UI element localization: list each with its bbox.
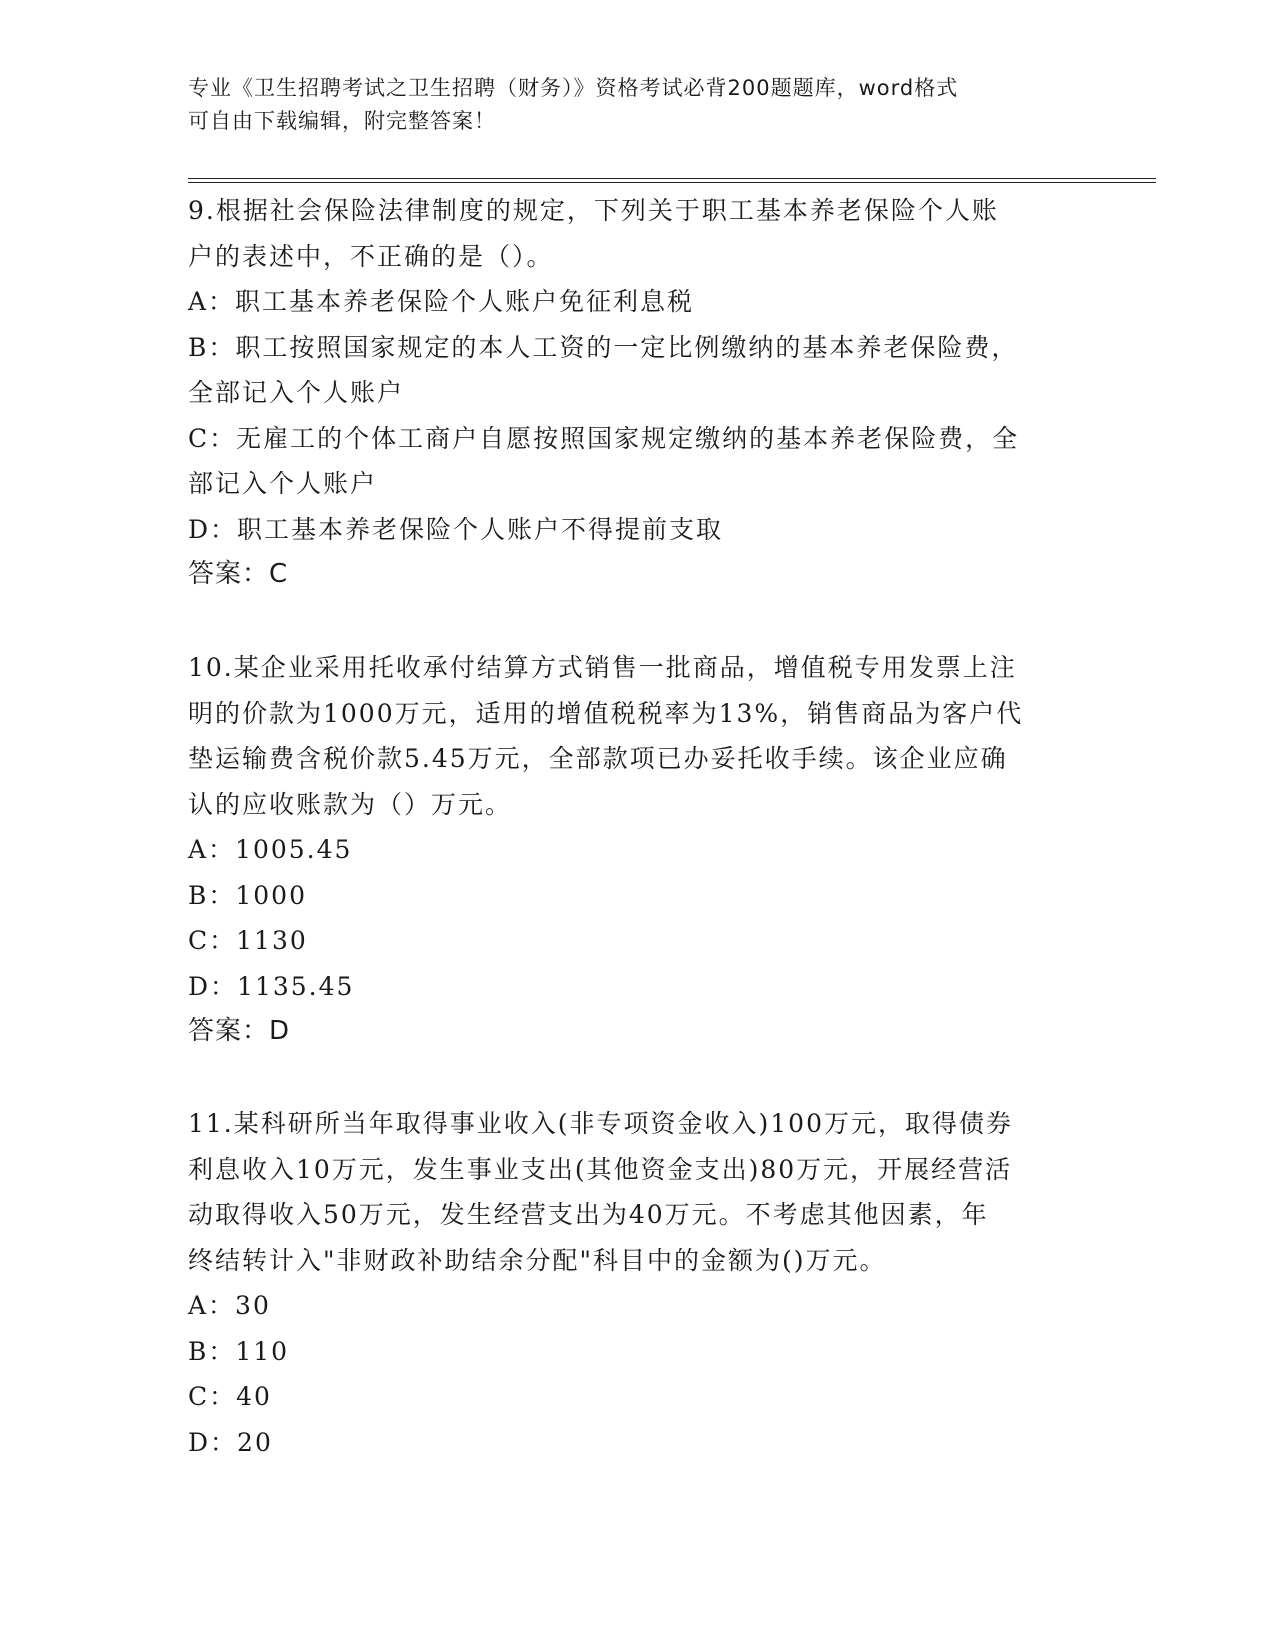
question-stem-line: 9.根据社会保险法律制度的规定，下列关于职工基本养老保险个人账	[188, 196, 999, 225]
question-stem-line: 认的应收账款为（）万元。	[188, 789, 513, 819]
header-divider-bottom	[188, 182, 1156, 183]
header-line-1: 专业《卫生招聘考试之卫生招聘（财务）》资格考试必背200题题库，word格式	[188, 76, 959, 100]
question-9	[188, 188, 1073, 598]
question-stem-line: 终结转计入"非财政补助结余分配"科目中的金额为()万元。	[188, 1245, 887, 1275]
question-stem-line: 利息收入10万元，发生事业支出(其他资金支出)80万元，开展经营活	[188, 1154, 1013, 1184]
option-b-continued: 全部记入个人账户	[188, 378, 405, 407]
option-a: A：30	[188, 1291, 271, 1320]
header-divider-top	[188, 178, 1156, 179]
question-stem-line: 11.某科研所当年取得事业收入(非专项资金收入)100万元，取得债券	[188, 1109, 1013, 1138]
option-a: A：1005.45	[188, 835, 353, 864]
option-d: D：1135.45	[188, 971, 355, 1001]
question-stem-line: 10.某企业采用托收承付结算方式销售一批商品，增值税专用发票上注	[188, 653, 1017, 682]
option-d: D：职工基本养老保险个人账户不得提前支取	[188, 514, 724, 544]
answer: 答案：C	[188, 559, 289, 589]
question-stem-line: 动取得收入50万元，发生经营支出为40万元。不考虑其他因素，年	[188, 1200, 989, 1229]
option-c: C：无雇工的个体工商户自愿按照国家规定缴纳的基本养老保险费，全	[188, 423, 1020, 453]
option-d: D：20	[188, 1427, 273, 1457]
document-header	[188, 72, 1068, 138]
question-stem-line: 明的价款为1000万元，适用的增值税税率为13%，销售商品为客户代	[188, 698, 1024, 728]
option-a: A：职工基本养老保险个人账户免征利息税	[188, 287, 695, 316]
option-c: C：1130	[188, 926, 308, 955]
question-10	[188, 645, 1073, 1055]
option-b: B：110	[188, 1336, 290, 1366]
option-b: B：职工按照国家规定的本人工资的一定比例缴纳的基本养老保险费，	[188, 332, 1019, 362]
option-b: B：1000	[188, 880, 307, 910]
question-stem-line: 户的表述中，不正确的是（）。	[188, 241, 554, 271]
header-line-2: 可自由下载编辑，附完整答案！	[188, 109, 496, 133]
option-c-continued: 部记入个人账户	[188, 469, 378, 498]
option-c: C：40	[188, 1382, 272, 1411]
answer: 答案：D	[188, 1016, 291, 1046]
question-11	[188, 1101, 1073, 1465]
question-stem-line: 垫运输费含税价款5.45万元，全部款项已办妥托收手续。该企业应确	[188, 744, 1008, 773]
